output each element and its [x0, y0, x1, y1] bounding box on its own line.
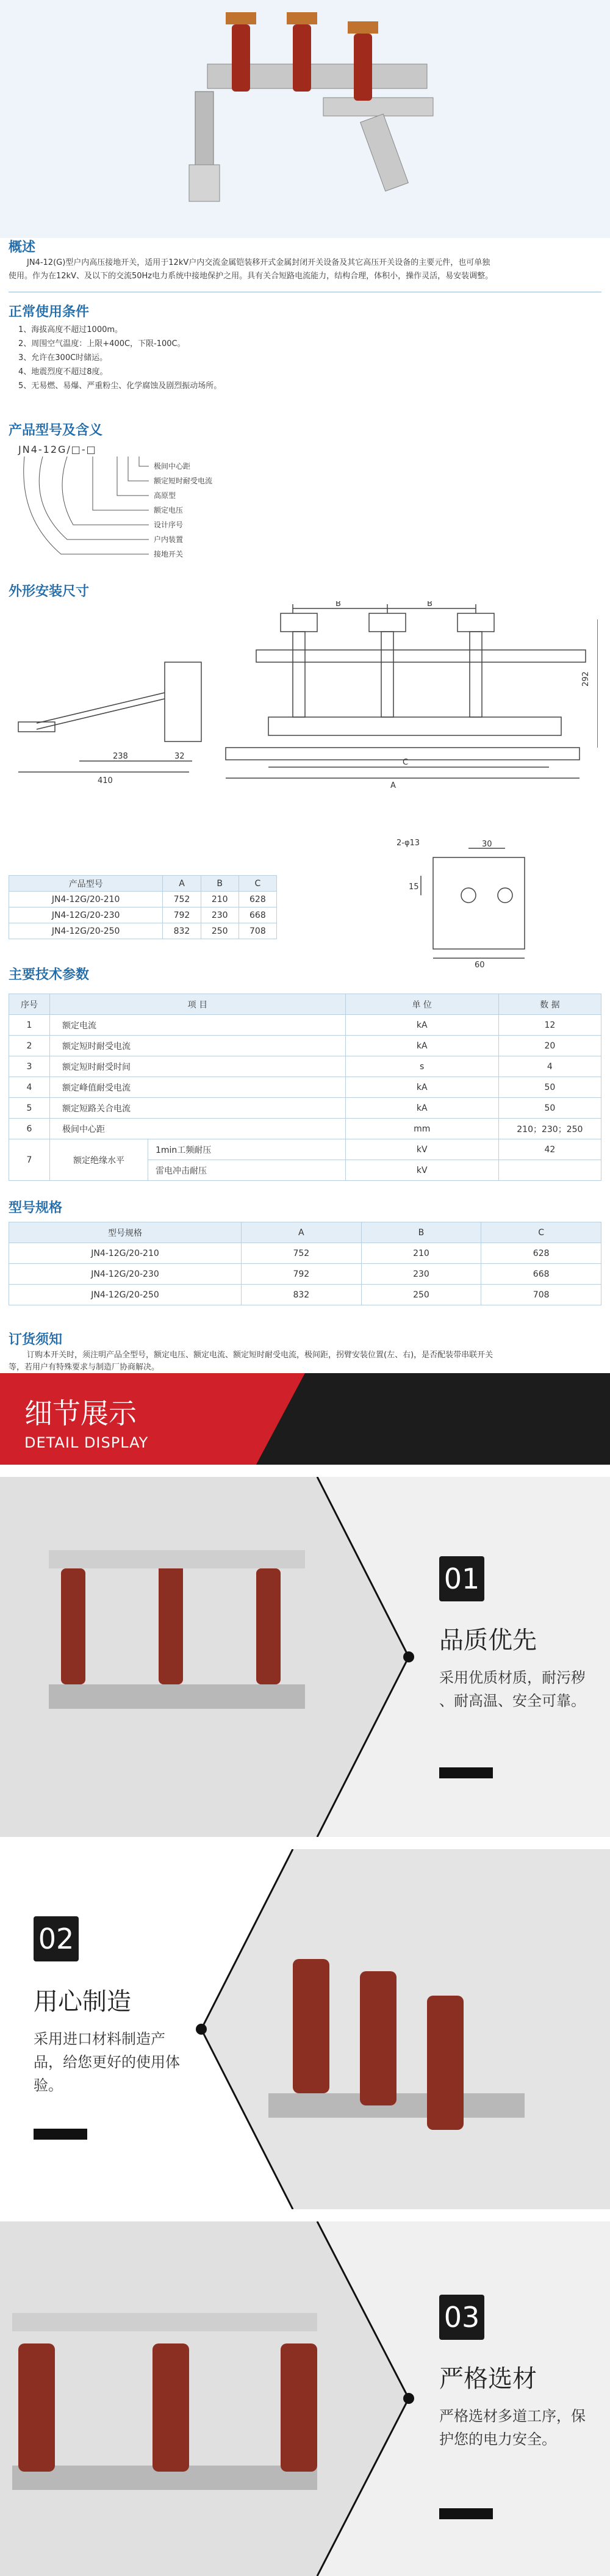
feature-accent-bar [439, 1767, 493, 1778]
table-cell: 7 [9, 1139, 50, 1181]
detail-title-en: DETAIL DISPLAY [24, 1434, 149, 1451]
table-cell: 668 [481, 1264, 601, 1285]
table-cell: JN4-12G/20-230 [9, 1264, 242, 1285]
feature-title: 严格选材 [439, 2365, 537, 2393]
table-cell: 752 [163, 892, 201, 907]
model-label: 接地开关 [154, 550, 184, 558]
feature-desc: 采用进口材料制造产 [34, 2030, 165, 2047]
table-header: B [361, 1222, 481, 1243]
dim-60: 60 [475, 961, 485, 967]
condition-item: 2、周围空气温度：上限+400C，下限-100C。 [18, 339, 185, 348]
condition-item: 4、地震烈度不超过8度。 [18, 367, 108, 377]
table-row [9, 1077, 601, 1098]
table-cell: 50 [498, 1077, 601, 1098]
table-header: B [201, 876, 239, 892]
table-cell: 1min工频耐压 [148, 1139, 346, 1160]
table-cell: s [345, 1056, 498, 1077]
dimension-title: 外形安装尺寸 [9, 584, 90, 599]
table-cell: 832 [242, 1285, 362, 1305]
hero-section [0, 0, 610, 238]
table-cell: JN4-12G/20-210 [9, 892, 163, 907]
dim-b2: B [427, 601, 432, 608]
hero-product-image [140, 0, 458, 220]
order-text-1: 订购本开关时，须注明产品全型号，额定电压、额定电流、额定短时耐受电流，极间距，拐臂安装位置(左、右)，是否配装带串联开关 [27, 1351, 493, 1360]
dim-238: 238 [113, 752, 128, 761]
table-cell: 210；230；250 [498, 1119, 601, 1139]
table-cell: 230 [361, 1264, 481, 1285]
table-cell: 雷电冲击耐压 [148, 1160, 346, 1181]
table-cell: JN4-12G/20-210 [9, 1243, 242, 1264]
dim-410: 410 [98, 776, 113, 785]
table-cell: 极间中心距 [50, 1119, 346, 1139]
model-label: 设计序号 [154, 521, 184, 529]
dim-30: 30 [482, 840, 492, 849]
table-cell: 额定电流 [50, 1015, 346, 1036]
spec-title: 型号规格 [9, 1200, 63, 1216]
overview-title: 概述 [9, 240, 36, 255]
table-header: 项 目 [50, 994, 346, 1015]
table-cell: 708 [481, 1285, 601, 1305]
table-cell: 832 [163, 923, 201, 939]
dim-32: 32 [174, 752, 185, 761]
table-cell: 708 [239, 923, 276, 939]
condition-item: 3、允许在300C时储运。 [18, 353, 108, 363]
table-header: 序号 [9, 994, 50, 1015]
dimension-drawing [12, 601, 598, 796]
model-label: 高原型 [154, 491, 176, 500]
feature-number: 01 [439, 1556, 484, 1601]
table-row [9, 1139, 601, 1160]
feature-desc: 护您的电力安全。 [439, 2431, 556, 2448]
tech-title: 主要技术参数 [9, 967, 90, 983]
table-cell: 额定短时耐受时间 [50, 1056, 346, 1077]
dim-292: 292 [581, 671, 590, 687]
feature-desc: 验。 [34, 2077, 63, 2094]
feature-image-1 [0, 1477, 610, 1837]
table-row [9, 1098, 601, 1119]
feature-desc: 、耐高温、安全可靠。 [439, 1692, 586, 1709]
feature-number: 03 [439, 2295, 484, 2340]
table-cell: 250 [361, 1285, 481, 1305]
table-row [9, 1264, 601, 1285]
table-row [9, 1119, 601, 1139]
model-label: 额定电压 [154, 506, 184, 514]
feature-desc: 品，给您更好的使用体 [34, 2054, 180, 2071]
table-header: C [481, 1222, 601, 1243]
table-cell: 250 [201, 923, 239, 939]
table-cell: 额定峰值耐受电流 [50, 1077, 346, 1098]
table-cell: JN4-12G/20-250 [9, 923, 163, 939]
table-cell: 1 [9, 1015, 50, 1036]
feature-desc: 严格选材多道工序，保 [439, 2408, 586, 2425]
condition-item: 5、无易燃、易爆、严重粉尘、化学腐蚀及剧烈振动场所。 [18, 381, 222, 391]
table-header: A [242, 1222, 362, 1243]
table-row [9, 1015, 601, 1036]
model-code: JN4-12G/□-□ [18, 444, 97, 455]
model-label: 户内装置 [154, 535, 184, 544]
spec-table [9, 1222, 601, 1305]
dim-15: 15 [409, 882, 419, 892]
table-cell: 628 [481, 1243, 601, 1264]
table-cell: 42 [498, 1139, 601, 1160]
table-header: C [239, 876, 276, 892]
dim-c: C [403, 758, 409, 767]
table-cell: kV [345, 1160, 498, 1181]
dim-b1: B [336, 601, 341, 608]
table-cell: kA [345, 1077, 498, 1098]
model-label: 额定短时耐受电流 [154, 477, 213, 485]
table-row [9, 907, 277, 923]
table-cell: 50 [498, 1098, 601, 1119]
conditions-title: 正常使用条件 [9, 305, 90, 320]
table-row [9, 1036, 601, 1056]
table-cell: 668 [239, 907, 276, 923]
table-cell: mm [345, 1119, 498, 1139]
table-row [9, 1243, 601, 1264]
table-cell: kA [345, 1015, 498, 1036]
table-cell: 210 [361, 1243, 481, 1264]
model-bracket-lines [18, 456, 171, 579]
table-cell: 792 [163, 907, 201, 923]
table-cell: 6 [9, 1119, 50, 1139]
table-cell: kV [345, 1139, 498, 1160]
table-cell: 4 [498, 1056, 601, 1077]
table-cell: 5 [9, 1098, 50, 1119]
table-row [9, 1056, 601, 1077]
overview-text-1: JN4-12(G)型户内高压接地开关，适用于12kV户内交流金属铠装移开式金属封闭开关设备及其它高压开关设备的主要元件，也可单独 [27, 258, 490, 267]
dim-a: A [390, 781, 396, 790]
table-cell: 2 [9, 1036, 50, 1056]
feature-title: 品质优先 [439, 1626, 537, 1654]
table-cell: 20 [498, 1036, 601, 1056]
table-cell: 额定绝缘水平 [50, 1139, 148, 1181]
model-label: 极间中心距 [154, 462, 191, 471]
table-cell: JN4-12G/20-250 [9, 1285, 242, 1305]
table-cell: 230 [201, 907, 239, 923]
table-cell: kA [345, 1098, 498, 1119]
table-cell: 4 [9, 1077, 50, 1098]
feature-number: 02 [34, 1916, 79, 1961]
table-row [9, 892, 277, 907]
table-cell: JN4-12G/20-230 [9, 907, 163, 923]
feature-title: 用心制造 [34, 1988, 131, 2016]
table-header: A [163, 876, 201, 892]
detail-banner [0, 1373, 610, 1465]
feature-section-3 [0, 2221, 610, 2576]
table-cell: 792 [242, 1264, 362, 1285]
overview-text-2: 使用。作为在12kV、及以下的交流50Hz电力系统中接地保护之用。具有关合短路电流能力，结构合理，体积小，操作灵活，易安装调整。 [9, 272, 493, 281]
table-cell: 3 [9, 1056, 50, 1077]
feature-section-2 [0, 1849, 610, 2209]
feature-accent-bar [34, 2129, 87, 2140]
table-cell [498, 1160, 601, 1181]
model-title: 产品型号及含义 [9, 423, 103, 438]
feature-accent-bar [439, 2508, 493, 2519]
table-cell: kA [345, 1036, 498, 1056]
table-cell: 额定短路关合电流 [50, 1098, 346, 1119]
table-cell: 额定短时耐受电流 [50, 1036, 346, 1056]
table-cell: 12 [498, 1015, 601, 1036]
feature-desc: 采用优质材质，耐污秽 [439, 1669, 586, 1686]
tech-params-table [9, 994, 601, 1181]
table-row [9, 1285, 601, 1305]
table-cell: 628 [239, 892, 276, 907]
hole-detail-drawing [396, 839, 549, 967]
table-header: 单 位 [345, 994, 498, 1015]
order-title: 订货须知 [9, 1332, 63, 1348]
table-row [9, 923, 277, 939]
feature-section-1 [0, 1477, 610, 1837]
table-cell: 210 [201, 892, 239, 907]
table-header: 数 据 [498, 994, 601, 1015]
order-text-2: 等，若用户有特殊要求与制造厂协商解决。 [9, 1363, 160, 1372]
feature-image-3 [0, 2221, 610, 2576]
table-header: 型号规格 [9, 1222, 242, 1243]
detail-title-cn: 细节展示 [24, 1397, 137, 1430]
table-cell: 752 [242, 1243, 362, 1264]
small-dimension-table [9, 875, 277, 939]
condition-item: 1、海拔高度不超过1000m。 [18, 325, 123, 334]
dim-hole: 2-φ13 [396, 839, 420, 848]
table-header: 产品型号 [9, 876, 163, 892]
